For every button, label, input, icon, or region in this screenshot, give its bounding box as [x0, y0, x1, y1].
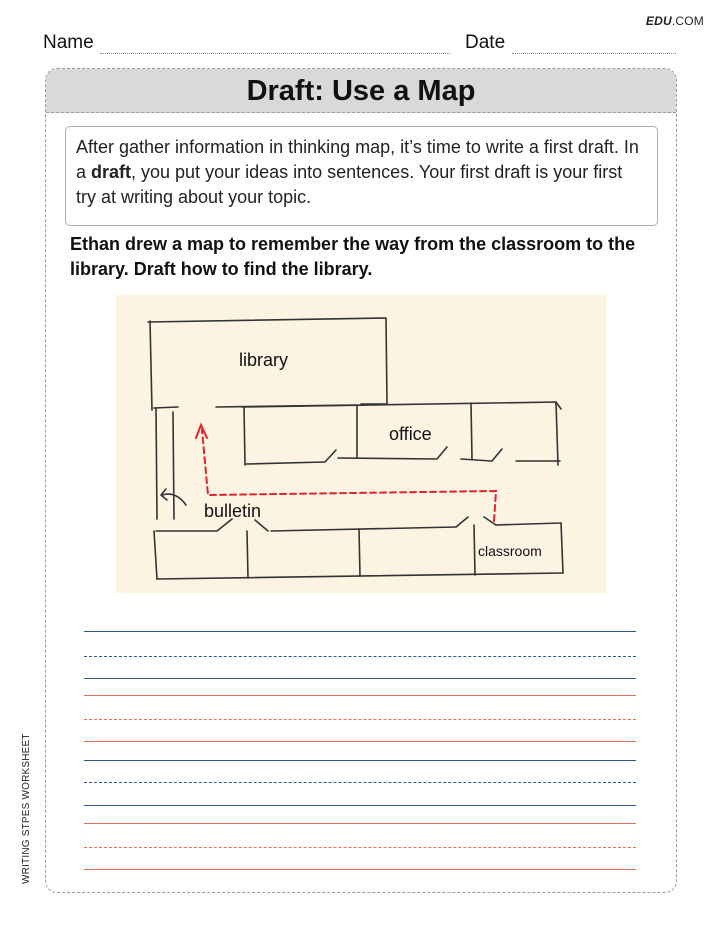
- prompt-text: Ethan drew a map to remember the way from the classroom to the library. Draft how to find the library.: [70, 234, 636, 279]
- intro-bold-word: draft: [91, 162, 132, 182]
- bottom-left-wall: [154, 531, 157, 579]
- writing-line[interactable]: [84, 805, 636, 806]
- brand-rest: .COM: [671, 14, 704, 28]
- name-field[interactable]: [100, 53, 450, 54]
- bulletin-label: bulletin: [204, 501, 262, 521]
- map-drawing: [116, 295, 606, 593]
- lower-corridor-top-2: [271, 527, 456, 531]
- door-classroom-left: [456, 517, 468, 527]
- intro-text-before: After gather information in thinking map, it’s time to write a first draft. In a: [76, 137, 639, 182]
- door-1: [325, 450, 336, 462]
- classroom-label: classroom: [478, 543, 542, 559]
- office-room-left-wall: [244, 407, 245, 465]
- writing-line[interactable]: [84, 847, 636, 848]
- library-door-left: [154, 407, 178, 408]
- library-left-wall: [150, 321, 152, 410]
- writing-line[interactable]: [84, 782, 636, 783]
- upper-corridor-line: [242, 402, 561, 409]
- brand-logo: [646, 14, 704, 28]
- office-bottom: [338, 458, 436, 459]
- writing-line[interactable]: [84, 719, 636, 720]
- door-2: [437, 447, 447, 459]
- worksheet-card: [45, 68, 677, 893]
- writing-line[interactable]: [84, 823, 636, 824]
- bottom-divider-3: [474, 525, 475, 575]
- brand-bold: EDU: [645, 14, 672, 28]
- right-outline: [561, 523, 563, 573]
- door-bulletin-right: [255, 520, 268, 531]
- date-field[interactable]: [512, 53, 676, 54]
- writing-line[interactable]: [84, 678, 636, 679]
- bottom-divider-2: [359, 529, 360, 576]
- writing-line[interactable]: [84, 869, 636, 870]
- inner-corridor-wall: [173, 412, 174, 519]
- lower-corridor-top-3: [496, 523, 561, 525]
- name-label: Name: [43, 32, 94, 53]
- office-bottom-2: [461, 459, 491, 461]
- page-title: Draft: Use a Map: [46, 69, 676, 113]
- upper-right-corner: [556, 402, 558, 465]
- intro-text-after: , you put your ideas into sentences. Your first draft is your first try at writing about your topic.: [76, 162, 623, 207]
- writing-line[interactable]: [84, 741, 636, 742]
- office-room-left-bottom: [246, 462, 324, 464]
- library-label: library: [239, 350, 289, 370]
- writing-line[interactable]: [84, 760, 636, 761]
- side-label: WRITING STPES WORKSHEET: [21, 733, 32, 884]
- date-label: Date: [465, 32, 506, 53]
- office-label: office: [389, 424, 432, 444]
- school-map: [116, 295, 606, 593]
- door-3: [492, 449, 502, 461]
- left-corridor-wall: [156, 408, 157, 519]
- intro-box: [65, 126, 658, 226]
- office-right-divider: [471, 403, 472, 459]
- writing-line[interactable]: [84, 656, 636, 657]
- writing-line[interactable]: [84, 631, 636, 632]
- bottom-divider-1: [247, 531, 248, 578]
- writing-line[interactable]: [84, 695, 636, 696]
